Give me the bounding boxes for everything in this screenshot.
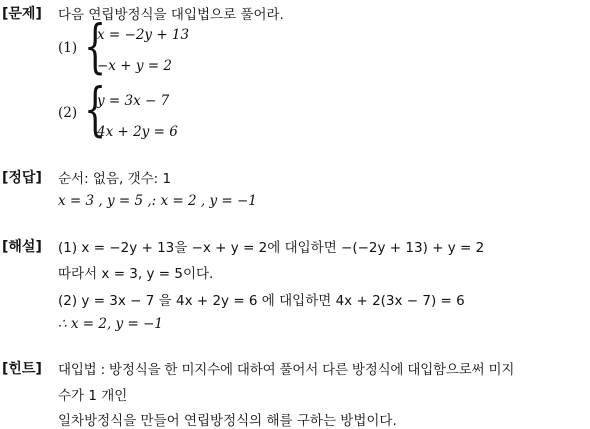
- solution-line4: ∴ x = 2, y = −1: [58, 316, 163, 332]
- system1-eq2: −x + y = 2: [97, 58, 172, 74]
- system1-eq1: x = −2y + 13: [97, 27, 190, 43]
- system2-eq1: y = 3x − 7: [97, 93, 170, 109]
- system1-label: (1): [58, 40, 78, 56]
- solution-line2: 따라서 x = 3, y = 5이다.: [58, 266, 214, 282]
- problem-instruction: 다음 연립방정식을 대입법으로 풀어라.: [58, 7, 284, 23]
- hint-line2: 수가 1 개인: [58, 388, 128, 404]
- answer-meta: 순서: 없음, 갯수: 1: [58, 171, 172, 187]
- hint-line1: 대입법 : 방정식을 한 미지수에 대하여 풀어서 다른 방정식에 대입함으로써 미지: [58, 362, 515, 378]
- system2-eq2: 4x + 2y = 6: [97, 124, 178, 140]
- solution-line1: (1) x = −2y + 13을 −x + y = 2에 대입하면 −(−2y + 13) + y = 2: [58, 240, 485, 256]
- answer-tag: [정답]: [2, 170, 42, 186]
- hint-tag: [힌트]: [2, 361, 42, 377]
- system2-label: (2): [58, 105, 78, 121]
- system1-brace: {: [84, 12, 107, 80]
- solution-line3: (2) y = 3x − 7 을 4x + 2y = 6 에 대입하면 4x + 2(3x − 7) = 6: [58, 293, 465, 309]
- answer-values: x = 3 , y = 5 ,: x = 2 , y = −1: [58, 193, 257, 209]
- solution-tag: [해설]: [2, 239, 42, 255]
- hint-line3: 일차방정식을 만들어 연립방정식의 해를 구하는 방법이다.: [58, 413, 397, 429]
- system2-brace: {: [84, 75, 107, 143]
- problem-tag: [문제]: [2, 6, 42, 22]
